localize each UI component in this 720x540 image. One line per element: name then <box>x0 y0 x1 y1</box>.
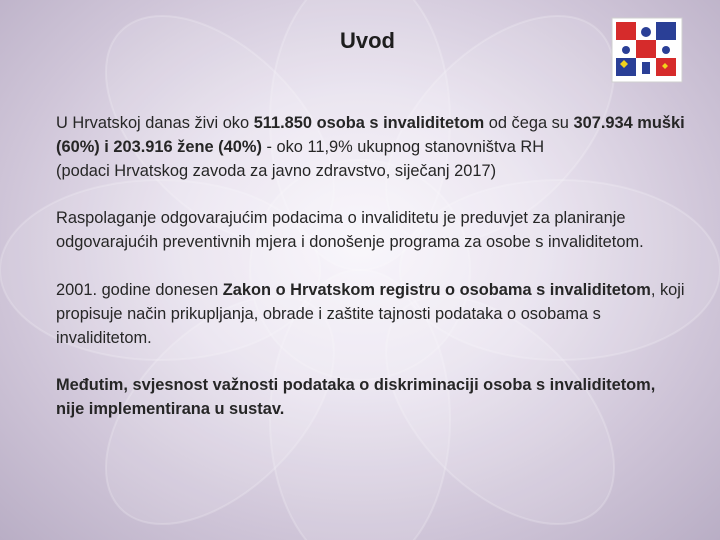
text-segment: od čega su <box>484 114 574 132</box>
bold-segment: 307.934 muški (60%) i 203.916 žene (40%) <box>56 114 685 156</box>
slide-body <box>56 112 686 446</box>
slide-title: Uvod <box>340 28 395 53</box>
paragraph-data-importance: Raspolaganje odgovarajućim podacima o invaliditetu je preduvjet za planiranje odgovarajućih preventivnih mjera i donošenje programa za osobe s invaliditetom. <box>56 209 644 252</box>
bold-segment: Zakon o Hrvatskom registru o osobama s invaliditetom <box>222 280 651 299</box>
text-segment: U Hrvatskoj danas živi oko <box>56 114 254 132</box>
bold-segment: 511.850 osoba s invaliditetom <box>253 114 485 132</box>
text-segment: - oko 11,9% ukupnog stanovništva RH <box>261 137 545 156</box>
paragraph-statistics <box>56 112 686 183</box>
bold-segment: Međutim, svjesnost važnosti podataka o diskriminaciji osoba s invaliditetom, nije implementirana u sustav. <box>56 376 656 419</box>
paragraph-conclusion <box>56 374 686 422</box>
text-segment: , koji propisuje način prikupljanja, obrade i zaštite tajnosti podataka o osobama s invaliditetom. <box>56 280 685 347</box>
source-note: (podaci Hrvatskog zavoda za javno zdravstvo, siječanj 2017) <box>56 161 497 180</box>
disability-registry-logo-icon <box>606 12 688 88</box>
paragraph-law <box>56 279 686 350</box>
text-segment: 2001. godine donesen <box>56 280 223 299</box>
